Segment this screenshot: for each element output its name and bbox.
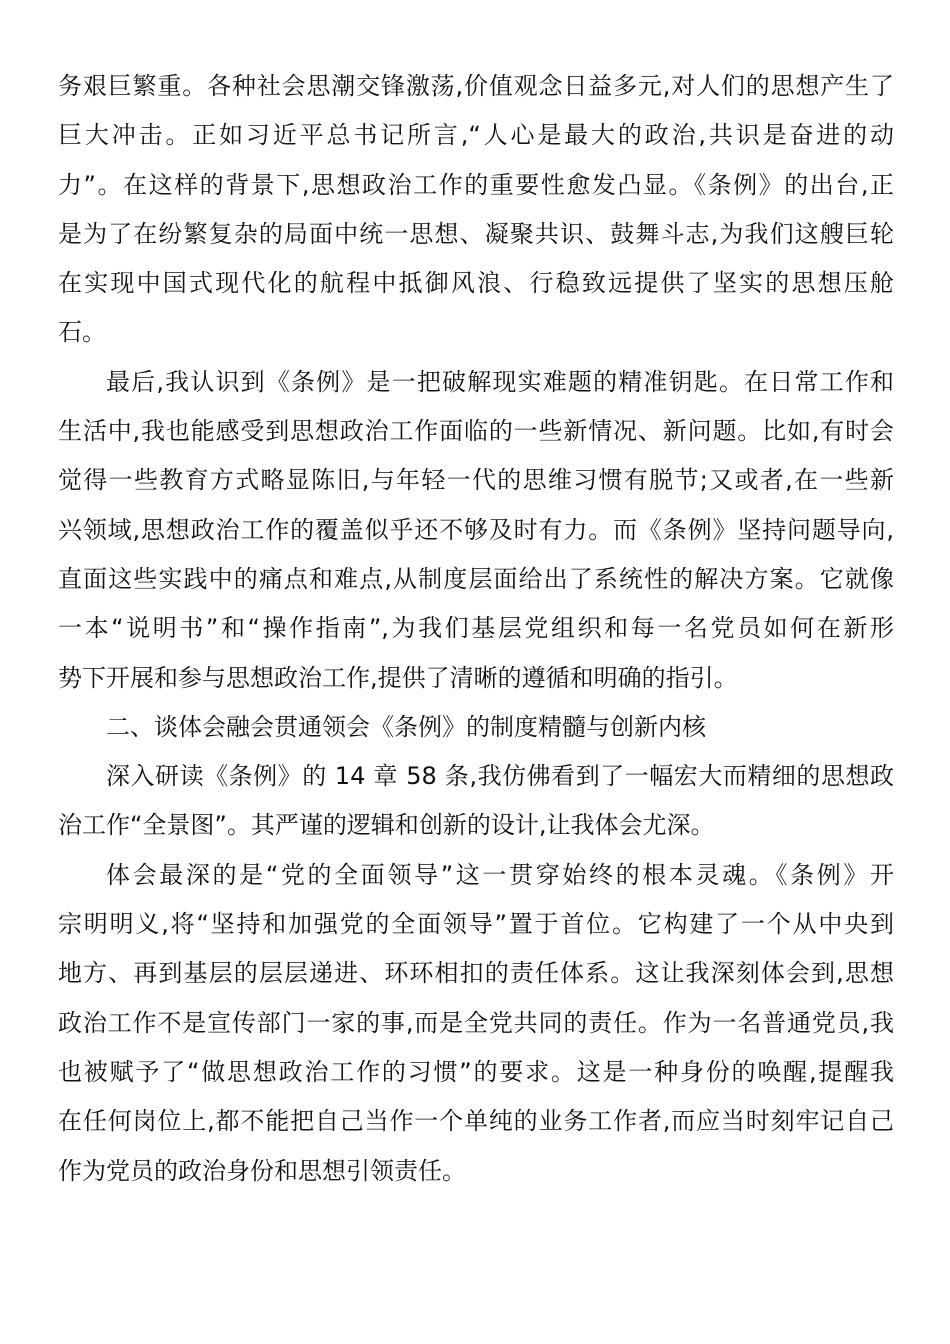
document-body — [58, 62, 894, 1196]
text-line: 最后,我认识到《条例》是一把破解现实难题的精准钥匙。在日常工作和 — [106, 367, 894, 396]
text-line: 直面这些实践中的痛点和难点,从制度层面给出了系统性的解决方案。它就像 — [58, 564, 894, 593]
paragraph-continuation — [58, 62, 894, 358]
text-line: 觉得一些教育方式略显陈旧,与年轻一代的思维习惯有脱节;又或者,在一些新 — [58, 466, 894, 495]
text-line: 体会最深的是“党的全面领导”这一贯穿始终的根本灵魂。《条例》开 — [106, 860, 894, 889]
text-line: 政治工作不是宣传部门一家的事,而是全党共同的责任。作为一名普通党员,我 — [58, 1008, 894, 1037]
heading-text: 二、谈体会融会贯通领会《条例》的制度精髓与创新内核 — [106, 712, 706, 741]
text-line: 兴领域,思想政治工作的覆盖似乎还不够及时有力。而《条例》坚持问题导向, — [58, 515, 894, 544]
text-line: 深入研读《条例》的 14 章 58 条,我仿佛看到了一幅宏大而精细的思想政 — [106, 762, 894, 791]
text-line: 巨大冲击。正如习近平总书记所言,“人心是最大的政治,共识是奋进的动 — [58, 121, 894, 150]
text-line: 在任何岗位上,都不能把自己当作一个单纯的业务工作者,而应当时刻牢记自己 — [58, 1107, 894, 1136]
paragraph-panorama — [58, 752, 894, 851]
text-line: 生活中,我也能感受到思想政治工作面临的一些新情况、新问题。比如,有时会 — [58, 417, 894, 446]
paragraph-party-leadership — [58, 851, 894, 1196]
text-line: 治工作“全景图”。其严谨的逻辑和创新的设计,让我体会尤深。 — [58, 811, 715, 840]
text-line: 宗明明义,将“坚持和加强党的全面领导”置于首位。它构建了一个从中央到 — [58, 910, 894, 939]
text-line: 力”。在这样的背景下,思想政治工作的重要性愈发凸显。《条例》的出台,正 — [58, 170, 894, 199]
text-line: 务艰巨繁重。各种社会思潮交锋激荡,价值观念日益多元,对人们的思想产生了 — [58, 72, 894, 100]
text-line: 作为党员的政治身份和思想引领责任。 — [58, 1156, 466, 1185]
text-line: 是为了在纷繁复杂的局面中统一思想、凝聚共识、鼓舞斗志,为我们这艘巨轮 — [58, 219, 894, 248]
text-line: 石。 — [58, 318, 106, 347]
text-line: 地方、再到基层的层层递进、环环相扣的责任体系。这让我深刻体会到,思想 — [58, 959, 894, 988]
paragraph-key-to-problems — [58, 358, 894, 703]
section-heading — [58, 703, 894, 752]
text-line: 也被赋予了“做思想政治工作的习惯”的要求。这是一种身份的唤醒,提醒我 — [58, 1057, 894, 1086]
text-line: 在实现中国式现代化的航程中抵御风浪、行稳致远提供了坚实的思想压舱 — [58, 269, 894, 298]
text-line: 势下开展和参与思想政治工作,提供了清晰的遵循和明确的指引。 — [58, 663, 738, 692]
text-line: 一本“说明书”和“操作指南”,为我们基层党组织和每一名党员如何在新形 — [58, 614, 894, 643]
